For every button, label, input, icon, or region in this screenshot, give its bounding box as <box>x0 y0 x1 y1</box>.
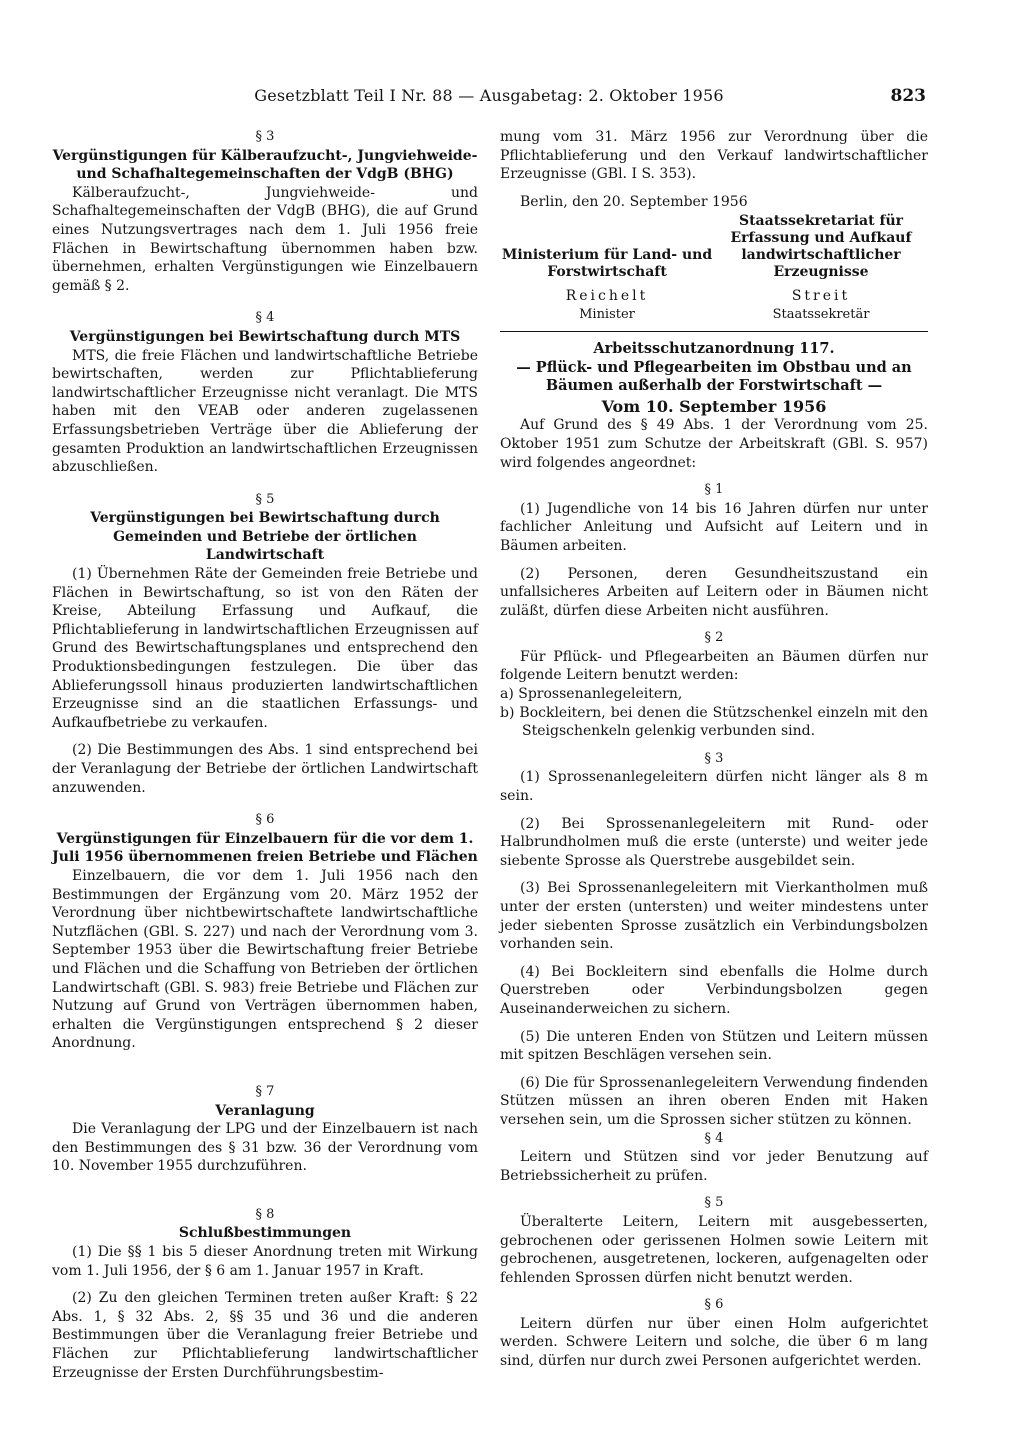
paragraph: Für Pflück- und Pflegearbeiten an Bäumen dürfen nur folgende Leitern benutzt werden: <box>500 648 928 684</box>
section-number: § 2 <box>704 630 724 646</box>
paragraph: (5) Die unteren Enden von Stützen und Leitern müssen mit spitzen Beschlägen versehen sein. <box>500 1028 928 1064</box>
signature-name: Streit <box>791 288 851 305</box>
section-number: § 3 <box>255 129 275 144</box>
section-number: § 4 <box>704 1130 724 1146</box>
signature-secretariat <box>714 213 928 323</box>
divider <box>500 331 928 332</box>
paragraph: (2) Zu den gleichen Terminen treten außer Kraft: § 22 Abs. 1, § 32 Abs. 2, §§ 35 und 36 und die anderen Bestimmungen über die Veranlagung freier Betriebe und Flächen zur Pflichtablieferung landwirtschaftlicher Erzeugnisse der Ersten Durchführungsbestim- <box>52 1290 478 1381</box>
signature-block <box>500 213 928 323</box>
section-text: Kälberaufzucht-, Jungviehweide- und Schafhaltegemeinschaften der VdgB (BHG), die auf Grund eines Nutzungsvertrages nach dem 1. Juli 1956 freie Flächen in Bewirtschaftung übernommen haben bzw. übernehmen, erhalten Vergünstigungen wie Einzelbauern gemäß § 2. <box>52 184 478 294</box>
signature-role: Minister <box>579 306 635 322</box>
section-heading: Veranlagung <box>215 1102 315 1119</box>
section-number: § 6 <box>704 1297 724 1313</box>
section-heading: Vergünstigungen bei Bewirtschaftung durch Gemeinden und Betriebe der örtlichen Landwirtschaft <box>90 510 440 564</box>
left-column <box>52 128 478 1382</box>
signature-org: Ministerium für Land- und Forstwirtschaft <box>501 247 713 281</box>
section-number: § 3 <box>704 750 724 766</box>
section-number: § 5 <box>704 1195 724 1211</box>
section-heading: Vergünstigungen für Kälberaufzucht-, Jungviehweide- und Schafhaltegemeinschaften der VdgB (BHG) <box>52 147 478 183</box>
paragraph: (2) Personen, deren Gesundheitszustand ein unfallsicheres Arbeiten auf Leitern oder in Bäumen nicht zuläßt, dürfen diese Arbeiten nicht ausführen. <box>500 565 928 619</box>
list-item: a) Sprossenanlegeleitern, <box>500 686 683 703</box>
paragraph: Überalterte Leitern, Leitern mit ausgebesserten, gebrochenen oder gerissenen Holmen sowie Leitern mit gebrochenen, ausgetretenen, lockeren, aufgenagelten oder fehlenden Sprossen dürfen nicht benutzt werden. <box>500 1213 928 1286</box>
page-header <box>52 86 926 110</box>
section-number: § 7 <box>255 1083 275 1099</box>
paragraph: (1) Sprossenanlegeleitern dürfen nicht länger als 8 m sein. <box>500 769 928 805</box>
section-heading: Vergünstigungen bei Bewirtschaftung durch MTS <box>69 328 461 345</box>
signature-role: Staatssekretär <box>772 306 870 322</box>
paragraph: (1) Übernehmen Räte der Gemeinden freie Betriebe und Flächen in Bewirtschaftung, so ist von den Räten der Kreise, Abteilung Erfassung und Aufkauf, die Pflichtablieferung in landwirtschaftlichen Erzeugnissen auf Grund des Bewirtschaftungsplanes und entsprechend den Produktionsbedingungen festzulegen. Die über das Ablieferungssoll hinaus produzierten landwirtschaftlichen Erzeugnisse sind an die staatlichen Erfassungs- und Aufkaufbetriebe zu verkaufen. <box>52 566 478 731</box>
section-number: § 6 <box>255 812 275 828</box>
paragraph: (3) Bei Sprossenanlegeleitern mit Vierkantholmen muß unter der ersten (untersten) und weiter mindestens unter jeder siebenten Sprosse zusätzlich ein Verbindungsbolzen vorhanden sein. <box>500 880 928 953</box>
paragraph: (1) Die §§ 1 bis 5 dieser Anordnung treten mit Wirkung vom 1. Juli 1956, der § 6 am 1. Januar 1957 in Kraft. <box>52 1244 478 1279</box>
ordinance-title: Arbeitsschutzanordnung 117. <box>593 339 835 357</box>
signature-name: Reichelt <box>565 288 649 305</box>
ordinance-intro: Auf Grund des § 49 Abs. 1 der Verordnung vom 25. Oktober 1951 zum Schutze der Arbeitskraft (GBl. S. 957) wird folgendes angeordnet: <box>500 417 928 471</box>
paragraph: Leitern dürfen nur über einen Holm aufgerichtet werden. Schwere Leitern und solche, die über 6 m lang sind, dürfen nur durch zwei Personen aufgerichtet werden. <box>500 1315 928 1370</box>
ordinance-subtitle: — Pflück- und Pflegearbeiten im Obstbau und an Bäumen außerhalb der Forstwirtschaft — <box>516 358 912 395</box>
continuation-text: mung vom 31. März 1956 zur Verordnung über die Pflichtablieferung und den Verkauf landwirtschaftlicher Erzeugnisse (GBl. I S. 353). <box>500 129 928 183</box>
gazette-title: Gesetzblatt Teil I Nr. 88 — Ausgabetag: 2. Oktober 1956 <box>254 86 724 105</box>
section-number: § 4 <box>255 310 275 326</box>
section-text: Einzelbauern, die vor dem 1. Juli 1956 nach den Bestimmungen der Ergänzung vom 20. März 1952 der Verordnung über nichtbewirtschaftete landwirtschaftliche Nutzflächen (GBl. S. 227) und nach der Verordnung vom 3. September 1953 über die Bewirtschaftung freier Betriebe und Flächen und die Schaffung von Betrieben der örtlichen Landwirtschaft (GBl. S. 983) freie Betriebe und Flächen zur Nutzung auf Grund von Verträgen übernommen haben, erhalten die Vergünstigungen entsprechend § 2 dieser Anordnung. <box>52 867 478 1052</box>
signature-org: Staatssekretariat für Erfassung und Aufkauf landwirtschaftlicher Erzeugnisse <box>730 213 912 281</box>
paragraph: (4) Bei Bockleitern sind ebenfalls die Holme durch Querstreben oder Verbindungsbolzen gegen Auseinanderweichen zu sichern. <box>500 963 928 1017</box>
section-text: Die Veranlagung der LPG und der Einzelbauern ist nach den Bestimmungen des § 31 bzw. 36 der Verordnung vom 10. November 1955 durchzuführen. <box>52 1121 478 1175</box>
ordinance-date: Vom 10. September 1956 <box>601 396 827 416</box>
section-number: § 5 <box>255 491 275 507</box>
page-number: 823 <box>890 86 926 106</box>
right-column <box>500 128 928 1371</box>
place-date: Berlin, den 20. September 1956 <box>520 193 748 210</box>
section-heading: Vergünstigungen für Einzelbauern für die vor dem 1. Juli 1956 übernommenen freien Betriebe und Flächen <box>52 830 478 866</box>
paragraph: (2) Die Bestimmungen des Abs. 1 sind entsprechend bei der Veranlagung der Betriebe der örtlichen Landwirtschaft anzuwenden. <box>52 742 478 796</box>
paragraph: (6) Die für Sprossenanlegeleitern Verwendung findenden Stützen müssen an ihren oberen Enden mit Haken versehen sein, um die Sprossen sicher stützen zu können. <box>500 1074 928 1128</box>
section-text: MTS, die freie Flächen und landwirtschaftliche Betriebe bewirtschaften, werden zur Pflichtablieferung landwirtschaftlicher Erzeugnisse nicht veranlagt. Die MTS haben mit den VEAB oder anderen zugelassenen Erfassungsbetrieben Verträge über die Ablieferung der gesamten Produktion an landwirtschaftlichen Erzeugnissen abzuschließen. <box>52 347 478 476</box>
section-number: § 8 <box>255 1206 275 1222</box>
paragraph: Leitern und Stützen sind vor jeder Benutzung auf Betriebssicherheit zu prüfen. <box>500 1149 928 1184</box>
section-heading: Schlußbestimmungen <box>178 1225 352 1242</box>
paragraph: (1) Jugendliche von 14 bis 16 Jahren dürfen nur unter fachlicher Anleitung und Aufsicht auf Leitern und in Bäumen arbeiten. <box>500 500 928 554</box>
signature-ministry <box>500 213 714 323</box>
section-number: § 1 <box>704 482 724 498</box>
paragraph: (2) Bei Sprossenanlegeleitern mit Rund- oder Halbrundholmen muß die erste (unterste) und weiter jede siebente Sprosse als Querstrebe ausgebildet sein. <box>500 815 928 869</box>
list-item: b) Bockleitern, bei denen die Stützschenkel einzeln mit den Steigschenkeln gelenkig verbunden sind. <box>500 704 928 740</box>
